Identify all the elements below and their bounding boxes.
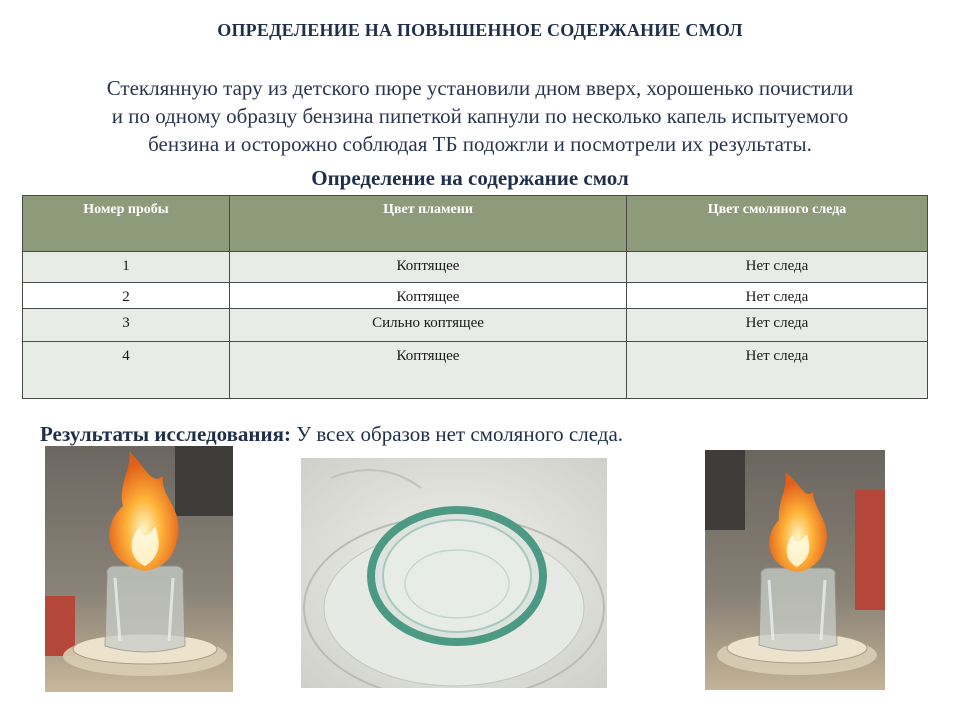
table-row (23, 342, 928, 399)
table-row (23, 309, 928, 342)
cell-sample-number: 1 (23, 252, 230, 283)
cell-sample-number: 2 (23, 283, 230, 309)
table-header-row (23, 196, 928, 252)
cell-resin-trace: Нет следа (627, 252, 928, 283)
header-resin-trace: Цвет смоляного следа (627, 196, 928, 252)
intro-line: Стеклянную тару из детского пюре установили дном вверх, хорошенько почистили (106, 76, 854, 100)
burning-jar-photo-1 (45, 446, 233, 692)
cell-flame-color: Коптящее (230, 252, 627, 283)
table-row (23, 252, 928, 283)
results-statement (40, 422, 940, 447)
cell-resin-trace: Нет следа (627, 309, 928, 342)
burning-jar-photo-2 (705, 450, 885, 690)
intro-line: и по одному образцу бензина пипеткой капнули по несколько капель испытуемого (111, 104, 849, 128)
resin-test-table (22, 195, 928, 399)
results-text: У всех образов нет смоляного следа. (291, 422, 624, 446)
results-label: Результаты исследования: (40, 422, 291, 446)
cell-flame-color: Коптящее (230, 283, 627, 309)
header-sample-number: Номер пробы (23, 196, 230, 252)
header-flame-color: Цвет пламени (230, 196, 627, 252)
slide-title: ОПРЕДЕЛЕНИЕ НА ПОВЫШЕННОЕ СОДЕРЖАНИЕ СМОЛ (217, 20, 743, 40)
cell-sample-number: 3 (23, 309, 230, 342)
cell-resin-trace: Нет следа (627, 283, 928, 309)
cell-resin-trace: Нет следа (627, 342, 928, 399)
intro-paragraph (30, 74, 930, 158)
cell-flame-color: Сильно коптящее (230, 309, 627, 342)
table-row (23, 283, 928, 309)
jar-bottom-photo (301, 458, 607, 688)
table-caption: Определение на содержание смол (311, 166, 629, 190)
cell-sample-number: 4 (23, 342, 230, 399)
cell-flame-color: Коптящее (230, 342, 627, 399)
intro-line: бензина и осторожно соблюдая ТБ подожгли и посмотрели их результаты. (148, 132, 812, 156)
